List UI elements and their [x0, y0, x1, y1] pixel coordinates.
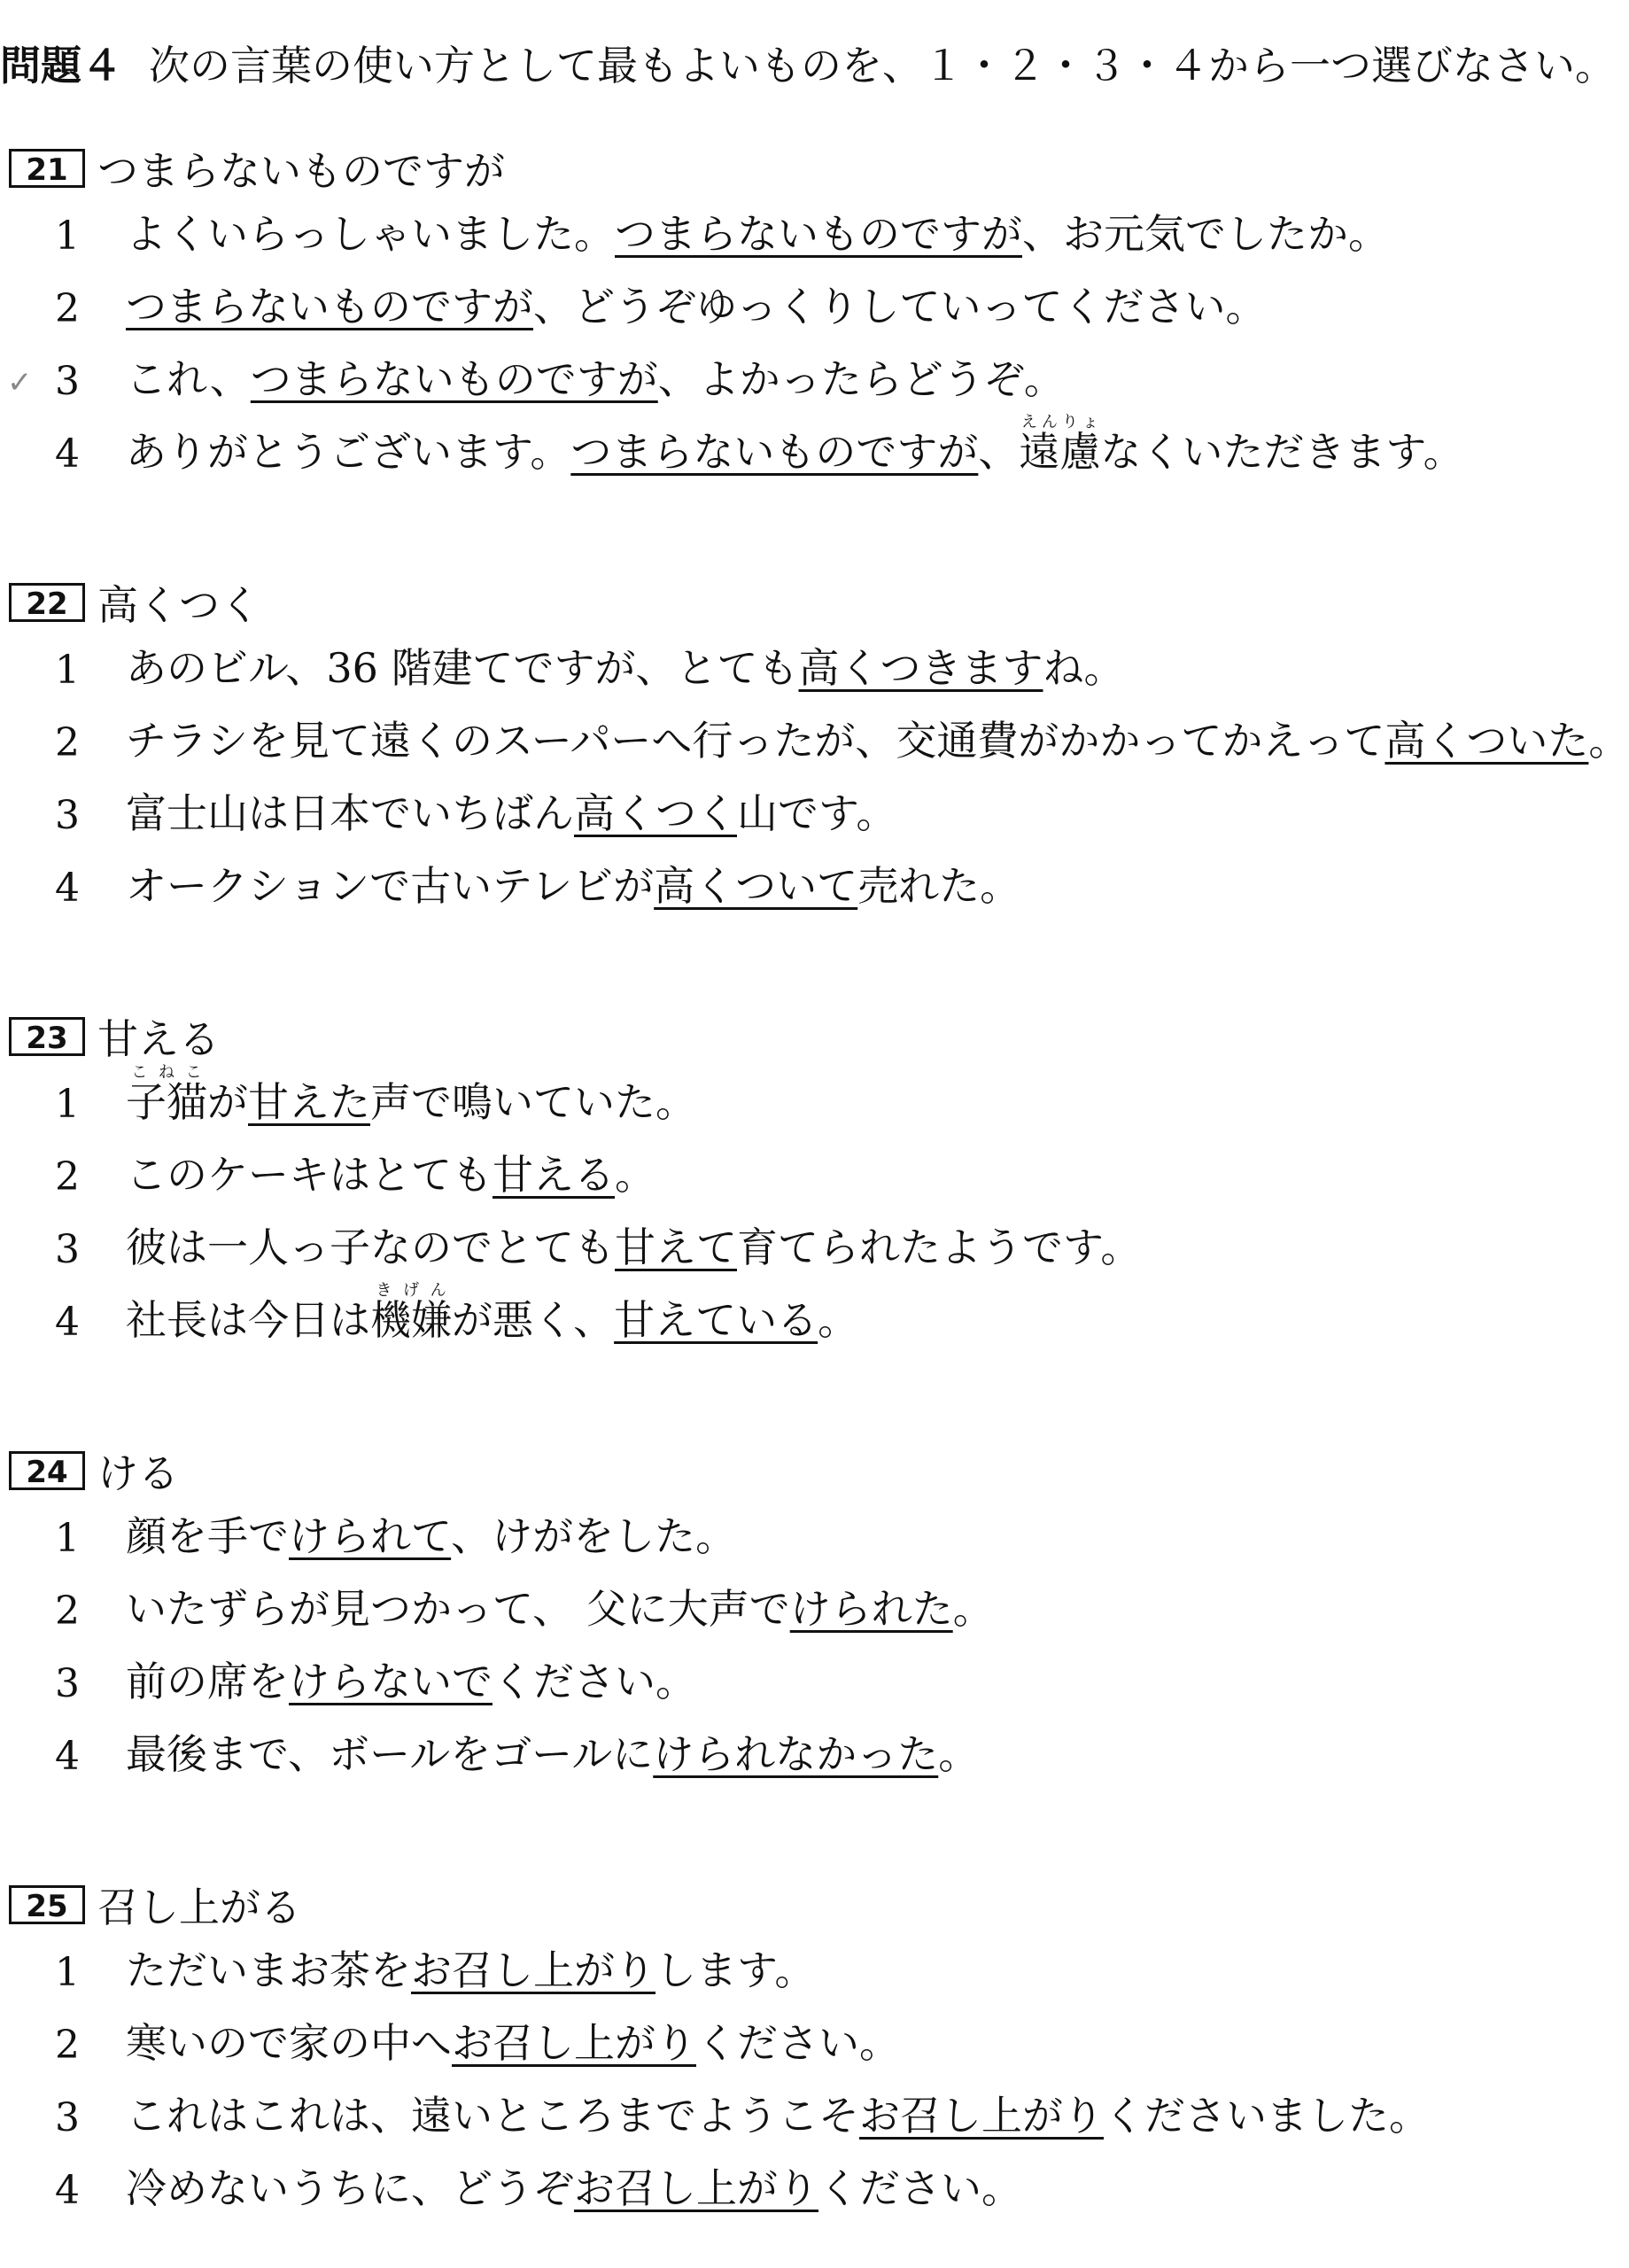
furigana-word: 遠慮えんりょ: [1019, 413, 1101, 476]
question-number: 24: [9, 1451, 85, 1490]
option-4: [9, 413, 1464, 485]
underlined-phrase: けられて: [289, 1512, 452, 1560]
option-text: ありがとうございます。つまらないものですが、遠慮えんりょなくいただきます。: [126, 413, 1464, 476]
option-4: [9, 1281, 859, 1354]
option-2: [9, 702, 1629, 774]
option-text: ただいまお茶をお召し上がりします。: [126, 1946, 816, 1994]
option-number: 2: [55, 720, 80, 765]
question-number: 21: [9, 149, 85, 188]
instruction-text: 次の言葉の使い方として最もよいものを、１・２・３・４から一つ選びなさい。: [149, 42, 1616, 89]
check-mark-icon: ✓: [7, 365, 33, 400]
underlined-phrase: 甘えている: [614, 1296, 818, 1344]
option-text: 子猫こねこが甘えた声で鳴いていた。: [126, 1063, 696, 1126]
option-text: 前の席をけらないでください。: [126, 1658, 696, 1705]
option-3: [9, 1643, 696, 1715]
underlined-phrase: けられた: [789, 1585, 953, 1633]
option-text: 社長は今日は機嫌きげんが悪く、甘えている。: [126, 1281, 859, 1344]
option-number: 4: [55, 1300, 80, 1345]
option-number: 4: [55, 1734, 80, 1779]
option-text: 顔を手でけられて、けがをした。: [126, 1512, 737, 1560]
underlined-phrase: お召し上がり: [452, 2019, 696, 2067]
option-1: [9, 195, 1389, 268]
option-2: [9, 1570, 994, 1643]
option-number: 2: [55, 1588, 80, 1634]
option-3: [9, 774, 897, 847]
option-3: [7, 340, 1065, 413]
option-1: [9, 1063, 696, 1136]
underlined-phrase: けられなかった: [653, 1730, 939, 1778]
option-text: オークションで古いテレビが高くついて売れた。: [126, 862, 1021, 910]
question-23: [9, 1010, 1142, 1354]
option-number: 1: [55, 1950, 80, 1995]
option-3: [9, 2077, 1430, 2149]
underlined-phrase: お召し上がり: [411, 1946, 655, 1994]
underlined-phrase: けらないで: [289, 1658, 493, 1705]
underlined-phrase: 高くついた: [1385, 717, 1589, 765]
underlined-phrase: お召し上がり: [859, 2092, 1104, 2140]
underlined-phrase: 高くつく: [574, 789, 737, 837]
option-number: 1: [55, 648, 80, 693]
option-number: 3: [55, 2095, 80, 2140]
option-number: 4: [55, 431, 80, 477]
question-number: 23: [9, 1017, 85, 1056]
option-text: これはこれは、遠いところまでようこそお召し上がりくださいました。: [126, 2092, 1430, 2140]
option-1: [9, 629, 1125, 702]
option-number: 4: [55, 866, 80, 911]
underlined-phrase: 甘える: [493, 1151, 615, 1199]
question-24: [9, 1444, 994, 1788]
underlined-phrase: 甘えた: [248, 1078, 370, 1126]
option-text: 冷めないうちに、どうぞお召し上がりください。: [126, 2164, 1022, 2212]
option-number: 3: [55, 793, 80, 838]
question-word: ける: [97, 1449, 179, 1497]
option-text: チラシを見て遠くのスーパーへ行ったが、交通費がかかってかえって高くついた。: [126, 717, 1629, 765]
option-number: 1: [55, 214, 80, 259]
option-text: このケーキはとても甘える。: [126, 1151, 655, 1199]
section-label: 問題４: [0, 42, 122, 89]
option-text: よくいらっしゃいました。つまらないものですが、お元気でしたか。: [126, 210, 1389, 258]
option-text: これ、つまらないものですが、よかったらどうぞ。: [126, 355, 1065, 403]
option-text: 寒いので家の中へお召し上がりください。: [126, 2019, 900, 2067]
option-2: [9, 2004, 900, 2077]
option-number: 3: [55, 1227, 80, 1272]
option-number: 2: [55, 2023, 80, 2068]
option-number: 1: [55, 1516, 80, 1561]
furigana-word: 子猫こねこ: [126, 1063, 207, 1126]
option-3: [9, 1208, 1142, 1281]
underlined-phrase: 甘えて: [615, 1223, 737, 1271]
instruction-header: [0, 34, 1616, 92]
option-4: [9, 2149, 1022, 2222]
option-number: 2: [55, 1154, 80, 1200]
question-word: つまらないものですが: [97, 147, 505, 195]
option-4: [9, 847, 1021, 920]
underlined-phrase: つまらないものですが: [250, 355, 658, 403]
underlined-phrase: つまらないものですが: [570, 428, 979, 476]
option-4: [9, 1715, 980, 1788]
option-text: 最後まで、ボールをゴールにけられなかった。: [126, 1730, 980, 1778]
question-21: [7, 142, 1464, 485]
question-25: [9, 1878, 1430, 2222]
option-number: 3: [55, 1661, 80, 1706]
option-text: いたずらが見つかって、 父に大声でけられた。: [126, 1585, 994, 1633]
underlined-phrase: 高くついて: [654, 862, 858, 910]
option-number: 1: [55, 1082, 80, 1127]
underlined-phrase: 高くつきます: [798, 644, 1043, 692]
option-text: 富士山は日本でいちばん高くつく山です。: [126, 789, 897, 837]
question-number: 25: [9, 1885, 85, 1924]
option-2: [9, 1136, 655, 1208]
question-number: 22: [9, 583, 85, 622]
question-word: 高くつく: [97, 581, 260, 629]
underlined-phrase: つまらないものですが: [615, 210, 1022, 258]
option-1: [9, 1497, 737, 1570]
question-word: 召し上がる: [97, 1884, 301, 1931]
option-2: [9, 268, 1267, 340]
option-number: 2: [55, 286, 80, 331]
option-number: 3: [55, 359, 80, 404]
furigana-word: 機嫌きげん: [370, 1281, 452, 1344]
option-text: あのビル、36 階建てですが、とても高くつきますね。: [126, 644, 1125, 692]
question-22: [9, 576, 1629, 920]
option-text: つまらないものですが、どうぞゆっくりしていってください。: [126, 283, 1267, 330]
option-1: [9, 1931, 816, 2004]
option-number: 4: [55, 2168, 80, 2213]
question-word: 甘える: [97, 1015, 220, 1063]
underlined-phrase: つまらないものですが: [126, 283, 533, 330]
option-text: 彼は一人っ子なのでとても甘えて育てられたようです。: [126, 1223, 1142, 1271]
underlined-phrase: お召し上がり: [574, 2164, 818, 2212]
